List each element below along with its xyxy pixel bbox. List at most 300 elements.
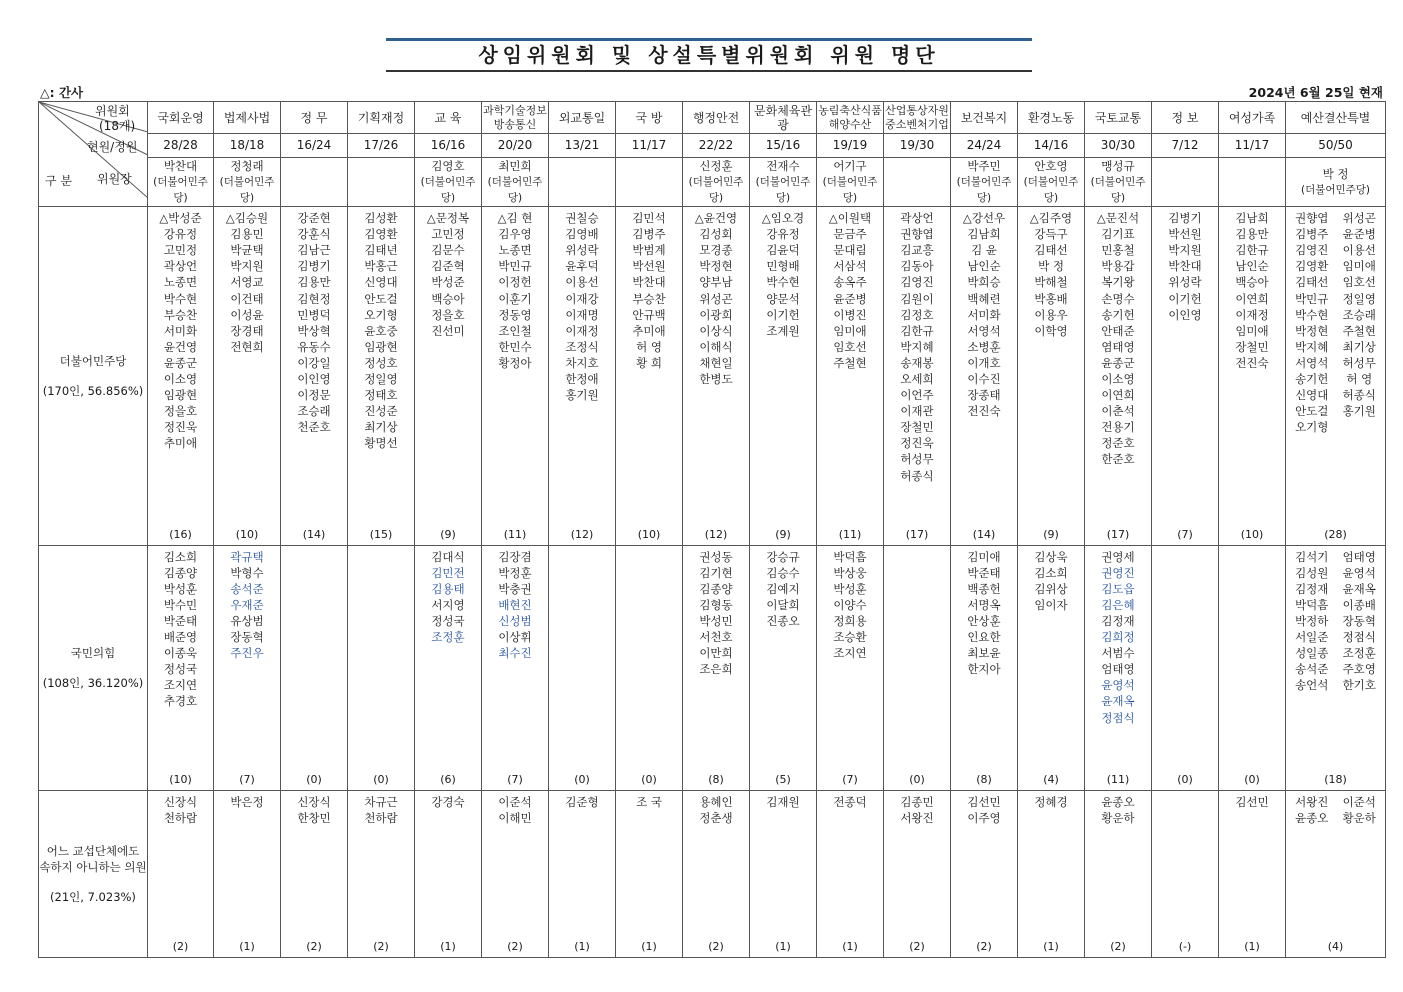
member-names: [1018, 791, 1084, 810]
member-name: 이정문: [297, 388, 331, 403]
member-cell: [214, 545, 281, 791]
member-count: (7): [507, 773, 523, 787]
member-cell: [884, 207, 951, 546]
member-ratio-14: 30/30: [1085, 134, 1152, 157]
member-name: 손명수: [1101, 291, 1135, 306]
member-name: 이학영: [1034, 323, 1068, 338]
party-label-cell: [39, 791, 148, 958]
date-note: 2024년 6월 25일 현재: [1248, 85, 1383, 100]
party-share-text: (21인, 7.023%): [50, 890, 136, 905]
member-name: 인요한: [967, 630, 1001, 645]
member-name: 이건태: [230, 291, 264, 306]
member-count: (2): [373, 940, 389, 953]
member-name: 송재봉: [900, 355, 934, 370]
member-name: 엄태영: [1101, 662, 1135, 677]
party-label-cell: [39, 207, 148, 546]
member-name: 임광현: [364, 339, 398, 354]
committee-header-5: 과학기술정보 방송통신: [482, 102, 549, 134]
chair-party: (더불어민주당): [956, 175, 1012, 204]
member-name: △강선우: [962, 211, 1006, 226]
member-name: 송석준: [1295, 662, 1329, 677]
member-name: 김영배: [565, 227, 599, 242]
member-name: 김성원: [1295, 565, 1329, 580]
chair-party: (더불어민주당): [1300, 183, 1371, 196]
member-count: (12): [570, 527, 594, 541]
member-name: 김석기: [1295, 549, 1329, 564]
member-names: [549, 207, 615, 403]
member-ratio-4: 16/16: [415, 134, 482, 157]
chair-cell-8: [683, 157, 750, 207]
member-name: 송석준: [230, 581, 264, 596]
member-name: 김선민: [967, 795, 1001, 810]
member-name: 김영환: [1295, 259, 1329, 274]
member-names: [415, 207, 481, 339]
member-count: (6): [440, 773, 456, 787]
member-cell-inner: [750, 546, 816, 791]
member-cell: [616, 791, 683, 958]
member-name: 김태선: [1295, 275, 1329, 290]
chair-cell-5: [482, 157, 549, 207]
member-name: 김병주: [632, 227, 666, 242]
party-name-text: 더불어민주당: [59, 353, 127, 368]
party-row-0: [39, 207, 1386, 546]
member-name: 백승아: [1235, 275, 1269, 290]
member-cell: [281, 545, 348, 791]
member-name: 김병기: [297, 259, 331, 274]
member-name: 박상웅: [833, 565, 867, 580]
member-cell: [348, 207, 415, 546]
member-name: 박충권: [498, 581, 532, 596]
member-name: 윤종오: [1295, 811, 1329, 826]
member-name: 정진욱: [163, 420, 198, 435]
member-cell: [1286, 791, 1386, 958]
member-name: 김정재: [1101, 614, 1135, 628]
member-name: 부승찬: [163, 307, 198, 322]
member-cell: [1219, 791, 1286, 958]
member-cell-inner: [1018, 791, 1084, 957]
chair-name: 안호영: [1034, 158, 1068, 173]
member-name: 박정하: [1295, 614, 1329, 628]
legend-note: △: 간사: [40, 85, 84, 100]
member-name: 김현정: [297, 291, 331, 306]
member-name: 민병덕: [297, 307, 331, 322]
committee-header-4: 교 육: [415, 102, 482, 134]
member-name: 강유정: [766, 227, 800, 242]
member-name: 김성환: [364, 211, 398, 226]
member-ratio-3: 17/26: [348, 134, 415, 157]
party-name-text: 국민의힘: [70, 645, 116, 660]
party-label: [39, 207, 147, 545]
member-name: 김미애: [967, 549, 1001, 564]
member-count: (8): [708, 773, 724, 787]
member-name: 서미화: [163, 323, 198, 338]
member-cell: [1286, 545, 1386, 791]
member-cell-inner: [549, 791, 615, 957]
member-cell: [683, 545, 750, 791]
member-names: [817, 546, 883, 662]
chair-name: 박 정: [1322, 166, 1349, 181]
member-cell-inner: [1219, 546, 1285, 791]
member-cell: [683, 207, 750, 546]
header-corner-cell: [39, 102, 148, 207]
member-count: (15): [369, 527, 393, 541]
member-cell-inner: [750, 791, 816, 957]
member-name: 이개호: [967, 355, 1001, 370]
member-name: 조승래: [297, 404, 331, 419]
member-count: (1): [1043, 940, 1059, 953]
member-count: (0): [909, 773, 925, 787]
member-cell-inner: [683, 791, 749, 957]
member-ratio-6: 13/21: [549, 134, 616, 157]
member-name: 박수현: [766, 275, 800, 290]
chair-name: 맹성규: [1101, 158, 1135, 173]
member-name: 윤건영: [163, 339, 198, 354]
member-name: 최기상: [364, 420, 398, 435]
member-name: 모경종: [699, 243, 733, 258]
member-cell-inner: [281, 207, 347, 545]
member-name: 정성국: [431, 614, 465, 628]
member-name: 이준석: [498, 795, 532, 810]
member-cell: [817, 791, 884, 958]
member-names: [1152, 546, 1218, 549]
member-names: [415, 791, 481, 810]
member-name: 곽상언: [163, 259, 198, 274]
member-name: 조정식: [565, 339, 599, 354]
member-name: 서지영: [431, 597, 465, 612]
member-cell-inner: [1219, 207, 1285, 545]
party-row-2: [39, 791, 1386, 958]
member-name: 강승규: [766, 549, 800, 564]
member-names: [884, 207, 950, 484]
member-name: [1338, 419, 1382, 435]
member-name: 윤종군: [163, 355, 198, 370]
member-name: 민홍철: [1101, 243, 1135, 258]
member-name: 백승아: [431, 291, 465, 306]
member-cell: [884, 545, 951, 791]
member-count: (0): [1244, 773, 1260, 787]
member-cell-inner: [1085, 207, 1151, 545]
member-names: [214, 207, 280, 355]
member-cell: [482, 545, 549, 791]
chair-party: (더불어민주당): [153, 175, 208, 204]
member-name: 장종태: [967, 388, 1001, 403]
member-name: 박정현: [699, 259, 733, 274]
member-cell: [214, 791, 281, 958]
member-names: [1085, 791, 1151, 826]
member-cell-inner: [1286, 546, 1385, 791]
member-names: [951, 546, 1017, 678]
member-name: 정성국: [163, 662, 198, 677]
committee-header-10: 농림축산식품 해양수산: [817, 102, 884, 134]
member-name: 김정재: [1295, 581, 1329, 596]
member-name: 우재준: [230, 597, 264, 612]
member-name: 이종욱: [163, 646, 198, 661]
chair-cell-6: [549, 157, 616, 207]
member-name: 김형동: [699, 597, 733, 612]
member-count: (17): [905, 527, 929, 541]
member-name: 김위상: [1034, 581, 1068, 596]
member-cell: [148, 545, 214, 791]
member-name: 이재정: [1235, 307, 1269, 322]
member-name: 강유정: [163, 227, 198, 242]
member-name: 김민전: [431, 565, 465, 580]
member-name: 임미애: [1342, 259, 1376, 274]
member-name: 안태준: [1101, 323, 1135, 338]
member-name: 박수민: [163, 597, 198, 612]
member-name: 이용선: [1342, 243, 1376, 258]
member-name: 안도걸: [1295, 404, 1329, 419]
member-name: 정성호: [364, 355, 398, 370]
member-name: 김태선: [1034, 243, 1068, 258]
member-cell: [281, 207, 348, 546]
member-name: 김용만: [1235, 227, 1269, 242]
member-cell-inner: [415, 546, 481, 791]
member-name: 최보윤: [967, 646, 1001, 661]
member-name: 김동아: [900, 259, 934, 274]
member-names: [1219, 546, 1285, 549]
chair-party: (더불어민주당): [755, 175, 811, 204]
member-cell-inner: [884, 546, 950, 791]
member-name: 백혜련: [967, 291, 1001, 306]
member-name: 임미애: [1235, 323, 1269, 338]
member-name: 박선원: [632, 259, 666, 274]
chair-name: 김영호: [431, 158, 465, 173]
member-name: 허 영: [636, 339, 662, 354]
member-count: (0): [306, 773, 322, 787]
member-name: 안규백: [632, 307, 666, 322]
member-count: (2): [172, 940, 189, 953]
member-names: [549, 791, 615, 810]
party-row-1: [39, 545, 1386, 791]
committee-header-9: 문화체육관광: [750, 102, 817, 134]
member-ratio-9: 15/16: [750, 134, 817, 157]
member-name: 서영석: [1295, 355, 1329, 370]
member-name: 이종배: [1342, 597, 1376, 612]
member-name: 이달희: [766, 597, 800, 612]
member-name: 복기왕: [1101, 275, 1135, 290]
member-name: 남인순: [1235, 259, 1269, 274]
member-name: 김선민: [1235, 795, 1269, 810]
member-name: 김 윤: [971, 243, 997, 258]
member-names: [750, 546, 816, 629]
member-name: 오세희: [900, 372, 934, 387]
member-name: 황정아: [498, 355, 532, 370]
member-name: 정혜경: [1034, 795, 1068, 810]
member-count: (2): [306, 940, 322, 953]
member-name: 서왕진: [900, 811, 934, 826]
member-ratio-1: 18/18: [214, 134, 281, 157]
member-name: 박홍배: [1034, 291, 1068, 306]
member-cell: [1085, 791, 1152, 958]
member-cell-inner: [482, 207, 548, 545]
member-cell: [951, 545, 1018, 791]
member-cell: [750, 545, 817, 791]
member-names: [1286, 546, 1385, 694]
member-name: 주철현: [833, 355, 867, 370]
member-cell-inner: [616, 546, 682, 791]
member-count: (2): [708, 940, 724, 953]
member-name: 천하람: [364, 811, 398, 826]
member-name: 서범수: [1101, 646, 1135, 661]
committee-header-13: 환경노동: [1018, 102, 1085, 134]
member-name: 엄태영: [1342, 549, 1376, 564]
member-cell: [683, 791, 750, 958]
member-count: (5): [775, 773, 791, 787]
chair-name: 신정훈: [699, 158, 733, 173]
member-name: 이재관: [900, 404, 934, 419]
member-name: 조정훈: [1342, 646, 1376, 661]
member-name: 박민규: [498, 259, 532, 274]
corner-label-committee: 위원회: [95, 104, 130, 118]
member-name: 이소영: [163, 372, 198, 387]
chair-party: (더불어민주당): [487, 175, 543, 204]
title-block: [386, 38, 1032, 72]
corner-label-members: 현원/정원: [87, 140, 138, 154]
member-name: 문금주: [833, 227, 867, 242]
member-name: 조계원: [766, 323, 800, 338]
member-name: 김용만: [297, 275, 331, 290]
member-count: (10): [169, 773, 192, 787]
chair-cell-9: [750, 157, 817, 207]
member-cell: [1219, 545, 1286, 791]
member-cell: [281, 791, 348, 958]
member-name: 김태년: [364, 243, 398, 258]
member-name: 전진숙: [1235, 355, 1269, 370]
member-cell: [348, 545, 415, 791]
party-share-text: (170인, 56.856%): [42, 383, 144, 398]
member-cell: [884, 791, 951, 958]
committee-header-8: 행정안전: [683, 102, 750, 134]
member-name: 윤재옥: [1342, 581, 1376, 596]
member-name: 박민규: [1295, 291, 1329, 306]
member-name: △김 현: [497, 211, 533, 226]
member-name: 김병기: [1168, 211, 1202, 226]
member-count: (16): [169, 527, 192, 541]
member-names: [616, 207, 682, 371]
member-names: [148, 546, 213, 710]
member-names: [281, 546, 347, 549]
member-name: 김희정: [1101, 630, 1135, 645]
member-name: 김소희: [163, 549, 198, 564]
member-name: 부승찬: [632, 291, 666, 306]
chair-cell-14: [1085, 157, 1152, 207]
member-name: 이기헌: [1168, 291, 1202, 306]
member-name: 이성윤: [230, 307, 264, 322]
member-name: 정을호: [431, 307, 465, 322]
member-name: 고민정: [163, 243, 198, 258]
member-name: 이재정: [565, 323, 599, 338]
member-name: 양문석: [766, 291, 800, 306]
member-name: 이재강: [565, 291, 599, 306]
member-name: 이용선: [565, 275, 599, 290]
member-name: 윤종오: [1101, 795, 1135, 810]
member-names: [1085, 207, 1151, 468]
member-names: [616, 546, 682, 549]
chair-party: (더불어민주당): [1090, 175, 1146, 204]
member-name: 진선미: [431, 323, 465, 338]
member-name: 김종양: [163, 565, 198, 580]
member-cell: [415, 791, 482, 958]
member-name: 김정호: [900, 307, 934, 322]
member-name: 곽규택: [230, 549, 264, 564]
member-name: 서천호: [699, 630, 733, 645]
member-cell-inner: [549, 546, 615, 791]
member-name: 배준영: [163, 630, 198, 645]
member-name: 백종헌: [967, 581, 1001, 596]
chair-name: 어기구: [833, 158, 867, 173]
chair-cell-13: [1018, 157, 1085, 207]
member-name: 권성동: [699, 549, 733, 564]
member-name: 조지연: [833, 646, 867, 661]
member-name: 이기헌: [766, 307, 800, 322]
member-cell-inner: [214, 546, 280, 791]
member-name: 유동수: [297, 339, 331, 354]
member-name: 정희용: [833, 614, 867, 628]
member-ratio-0: 28/28: [148, 134, 214, 157]
member-name: 김성회: [699, 227, 733, 242]
member-ratio-17: 50/50: [1286, 134, 1386, 157]
member-name: 정점식: [1342, 630, 1376, 645]
member-name: 정동영: [498, 307, 532, 322]
member-name: 권향엽: [900, 227, 934, 242]
member-cell: [750, 791, 817, 958]
member-cell: [549, 545, 616, 791]
member-cell: [1152, 207, 1219, 546]
member-name: 정점식: [1101, 710, 1135, 725]
member-name: 한기호: [1342, 678, 1376, 693]
member-name: 송언석: [1295, 678, 1329, 693]
member-name: 장철민: [900, 420, 934, 435]
member-name: 황운하: [1342, 811, 1376, 826]
member-count: (1): [440, 940, 456, 953]
member-name: 윤재옥: [1101, 694, 1135, 709]
member-name: 임호선: [1342, 275, 1376, 290]
member-name: 정태호: [364, 388, 398, 403]
member-names: [951, 207, 1017, 419]
member-cell-inner: [1152, 546, 1218, 791]
member-name: 권영세: [1101, 549, 1135, 564]
committee-table: [38, 101, 1386, 958]
member-name: 노종면: [163, 275, 198, 290]
chair-cell-7: [616, 157, 683, 207]
member-cell-inner: [148, 791, 213, 957]
party-label: [39, 791, 147, 957]
member-ratio-10: 19/19: [817, 134, 884, 157]
member-names: [817, 207, 883, 371]
member-cell: [817, 545, 884, 791]
member-name: 소병훈: [967, 339, 1001, 354]
member-name: 박성훈: [163, 581, 198, 596]
chair-party: (더불어민주당): [219, 175, 275, 204]
member-name: 전용기: [1101, 420, 1135, 435]
member-name: 박성민: [699, 614, 733, 628]
member-name: 서삼석: [833, 259, 867, 274]
chair-party: (더불어민주당): [822, 175, 878, 204]
chair-name: 정청래: [230, 158, 264, 173]
member-cell: [1085, 207, 1152, 546]
member-name: 차규근: [364, 795, 398, 810]
corner-label-division: 구 분: [45, 174, 72, 188]
member-name: 박해철: [1034, 275, 1068, 290]
member-name: 박수현: [163, 291, 198, 306]
member-name: 박성훈: [833, 581, 867, 596]
member-ratio-7: 11/17: [616, 134, 683, 157]
member-name: 강득구: [1034, 227, 1068, 242]
member-name: 김문수: [431, 243, 465, 258]
member-names: [817, 791, 883, 810]
member-cell-inner: [148, 546, 213, 791]
member-name: 송옥주: [833, 275, 867, 290]
